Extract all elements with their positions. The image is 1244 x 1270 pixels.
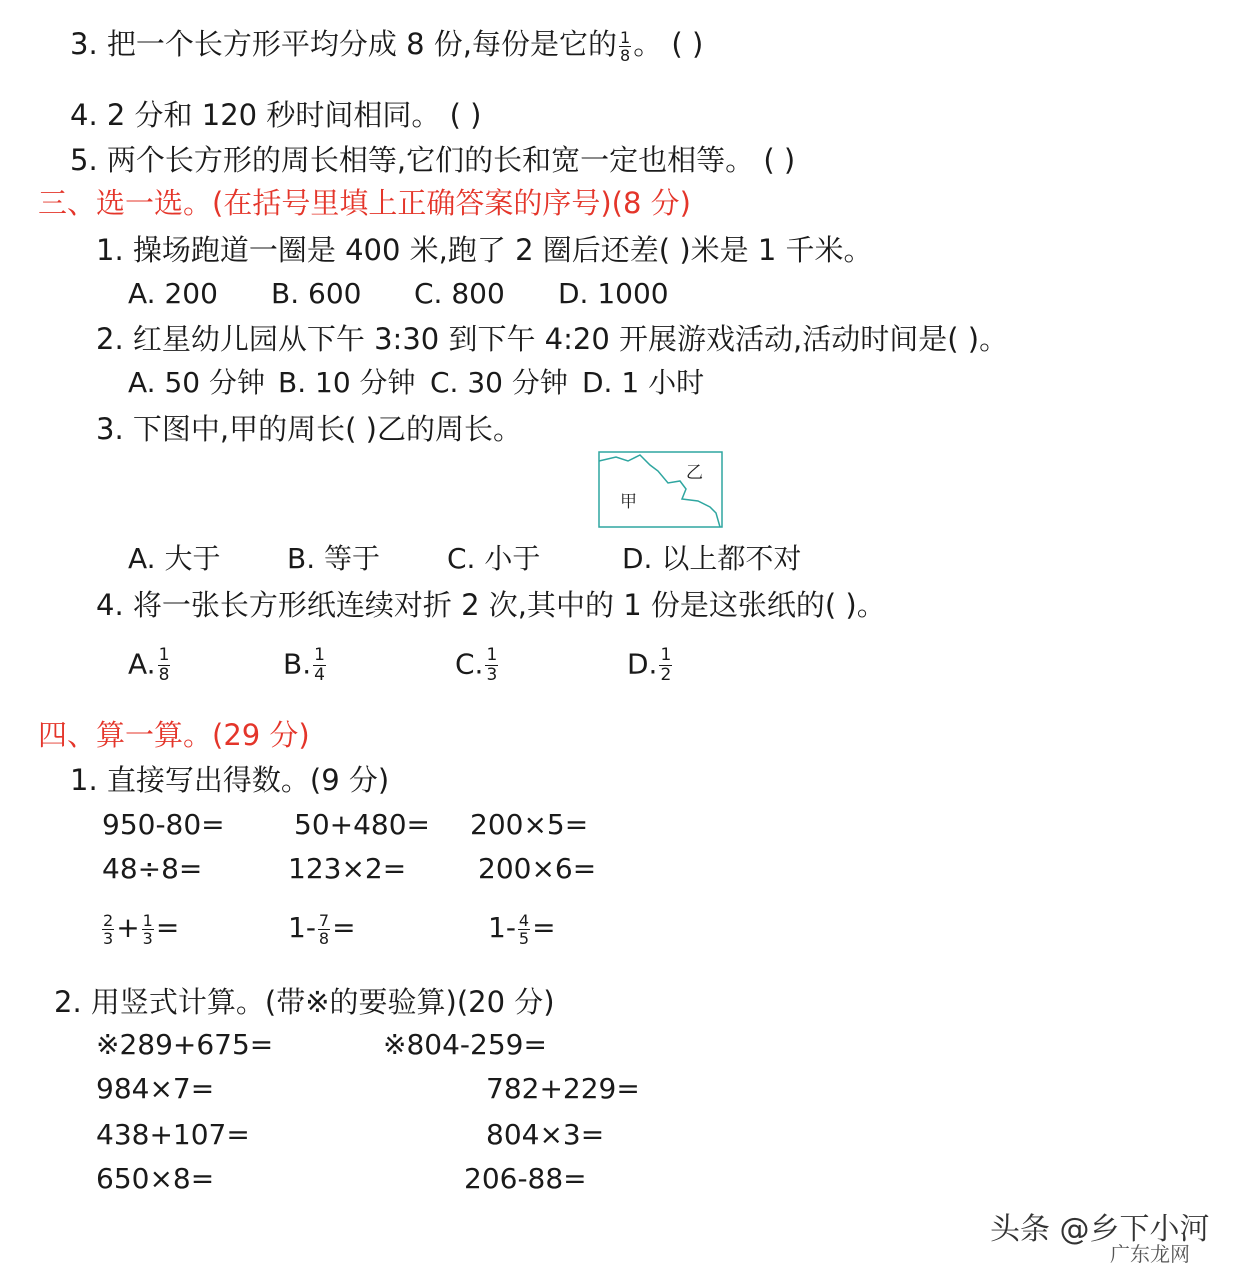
fraction: $\frac{2}{3}$ [103,910,114,948]
vertical-calc-item: 650×8= [96,1162,215,1195]
tf-question-4: 4. 2 分和 120 秒时间相同。 ( ) [70,98,482,132]
mc-question-1: 1. 操场跑道一圈是 400 米,跑了 2 圈后还差( )米是 1 千米。 [96,233,873,267]
fraction: $\frac{1}{2}$ [660,645,672,685]
calc-fraction-item-a: $\frac{2}{3}$ + $\frac{1}{3}$ = [103,910,180,948]
calc-item: 950-80= [102,808,225,841]
calc-item: 123×2= [288,852,407,885]
calc-item: 48÷8= [102,852,203,885]
figure-label-jia: 甲 [620,492,637,512]
tf-q3-text: 3. 把一个长方形平均分成 8 份,每份是它的 [70,27,617,61]
tf-question-5: 5. 两个长方形的周长相等,它们的长和宽一定也相等。 ( ) [70,143,796,177]
calc-fraction-item-c: 1- $\frac{4}{5}$ = [488,910,556,948]
vertical-calc-item: 438+107= [96,1118,250,1151]
vertical-calc-item: ※289+675= [96,1028,274,1061]
section-4-heading: 四、算一算。(29 分) [38,718,310,752]
figure-outline [599,452,722,527]
calc-item: 200×5= [470,808,589,841]
fraction: $\frac{7}{8}$ [318,910,330,948]
fraction: $\frac{1}{3}$ [142,910,153,948]
mc-q1-option-d: D. 1000 [558,277,669,310]
watermark-text: 头条 @乡下小河 [990,1212,1210,1247]
mc-question-2: 2. 红星幼儿园从下午 3:30 到下午 4:20 开展游戏活动,活动时间是( )。 [96,322,1009,356]
mc-q4-option-d: D. $\frac{1}{2}$ [627,645,672,685]
calc-part-2-title: 2. 用竖式计算。(带※的要验算)(20 分) [54,985,555,1019]
mc-q4-option-a: A. $\frac{1}{8}$ [128,645,170,685]
mc-q2-option-b: B. 10 分钟 [278,366,416,399]
perimeter-figure [598,451,724,529]
mc-q3-option-b: B. 等于 [287,542,381,575]
vertical-calc-item: 804×3= [486,1118,605,1151]
mc-q1-option-b: B. 600 [271,277,362,310]
calc-fraction-item-b: 1- $\frac{7}{8}$ = [288,910,356,948]
vertical-calc-item: 782+229= [486,1072,640,1105]
fraction: $\frac{1}{4}$ [314,645,325,685]
fraction-one-eighth: $\frac{1}{8}$ [620,27,631,65]
calc-item: 50+480= [294,808,430,841]
calc-part-1-title: 1. 直接写出得数。(9 分) [70,763,390,797]
mc-q2-option-d: D. 1 小时 [582,366,705,399]
mc-q1-option-a: A. 200 [128,277,218,310]
mc-question-3: 3. 下图中,甲的周长( )乙的周长。 [96,412,522,446]
fraction: $\frac{1}{8}$ [158,645,170,685]
mc-q2-option-a: A. 50 分钟 [128,366,265,399]
vertical-calc-item: ※804-259= [383,1028,547,1061]
mc-q1-option-c: C. 800 [414,277,505,310]
mc-q4-option-b: B. $\frac{1}{4}$ [283,645,325,685]
mc-question-4: 4. 将一张长方形纸连续对折 2 次,其中的 1 份是这张纸的( )。 [96,588,886,622]
calc-item: 200×6= [478,852,597,885]
section-3-heading: 三、选一选。(在括号里填上正确答案的序号)(8 分) [38,186,691,220]
mc-q3-option-d: D. 以上都不对 [622,542,802,575]
mc-q2-option-c: C. 30 分钟 [430,366,568,399]
vertical-calc-item: 984×7= [96,1072,215,1105]
fraction: $\frac{1}{3}$ [486,645,498,685]
tf-q3-bracket: 。 ( ) [633,27,704,61]
mc-q4-option-c: C. $\frac{1}{3}$ [455,645,498,685]
mc-q3-option-c: C. 小于 [447,542,541,575]
vertical-calc-item: 206-88= [464,1162,587,1195]
figure-label-yi: 乙 [686,463,703,483]
fraction: $\frac{4}{5}$ [518,910,530,948]
tf-question-3 [70,25,703,64]
mc-q3-option-a: A. 大于 [128,542,221,575]
watermark-sub-text: 广东龙网 [1110,1242,1190,1266]
